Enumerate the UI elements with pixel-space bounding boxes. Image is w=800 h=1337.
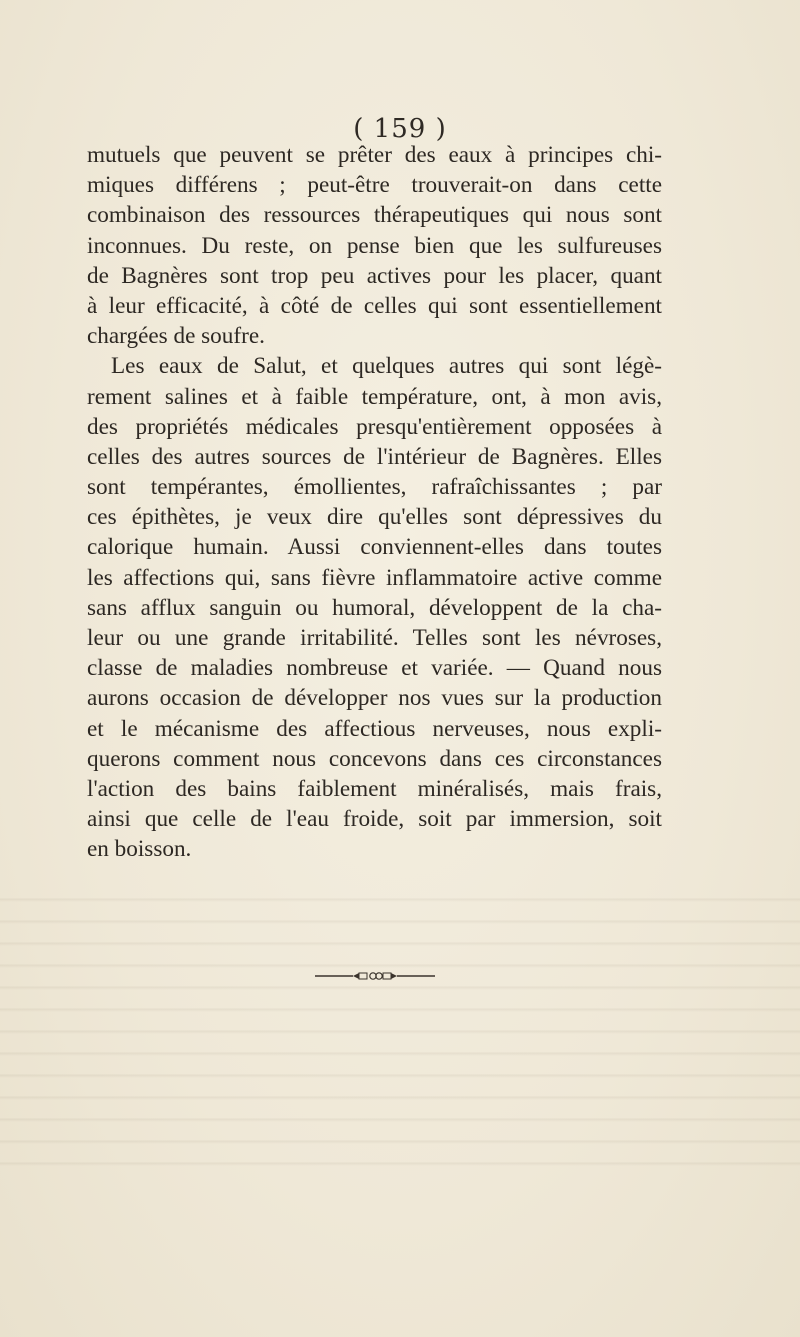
text-line: leur ou une grande irritabilité. Telles sont les névroses, bbox=[87, 625, 662, 651]
text-line: l'action des bains faiblement minéralisés, mais frais, bbox=[87, 775, 662, 802]
text-line: en boisson. bbox=[87, 836, 192, 863]
text-line: des propriétés médicales presqu'entièrement opposées à bbox=[87, 413, 662, 440]
text-line: de Bagnères sont trop peu actives pour les placer, quant bbox=[87, 262, 662, 289]
text-line: rement salines et à faible température, ont, à mon avis, bbox=[87, 383, 662, 410]
text-line: les affections qui, sans fièvre inflammatoire active comme bbox=[87, 564, 662, 591]
text-line: calorique humain. Aussi conviennent-elles dans toutes bbox=[87, 534, 662, 561]
text-line: miques différens ; peut-être trouverait-on dans cette bbox=[87, 172, 662, 199]
text-line: sont tempérantes, émollientes, rafraîchissantes ; par bbox=[87, 474, 662, 501]
text-line: ainsi que celle de l'eau froide, soit par immersion, soit bbox=[87, 806, 662, 833]
text-line: combinaison des ressources thérapeutiques qui nous sont bbox=[87, 202, 662, 229]
text-line: chargées de soufre. bbox=[87, 323, 265, 350]
text-line: querons comment nous concevons dans ces circonstances bbox=[87, 745, 662, 772]
page-number: ( 159 ) bbox=[353, 114, 447, 144]
ornamental-rule-icon bbox=[315, 970, 435, 982]
text-line: à leur efficacité, à côté de celles qui sont essentiellement bbox=[87, 292, 662, 319]
show-through-texture bbox=[0, 880, 800, 1180]
text-line: sans afflux sanguin ou humoral, développent de la cha- bbox=[87, 594, 662, 621]
text-line: et le mécanisme des affectious nerveuses, nous expli- bbox=[87, 715, 662, 742]
text-line: aurons occasion de développer nos vues sur la production bbox=[87, 685, 662, 712]
text-line: inconnues. Du reste, on pense bien que les sulfureuses bbox=[87, 232, 662, 259]
paragraph-2 bbox=[87, 351, 662, 864]
text-line: mutuels que peuvent se prêter des eaux à principes chi- bbox=[87, 142, 662, 168]
body-text bbox=[87, 140, 662, 865]
text-line: ces épithètes, je veux dire qu'elles sont dépressives du bbox=[87, 504, 662, 531]
text-line: classe de maladies nombreuse et variée. — Quand nous bbox=[87, 655, 662, 682]
text-line: Les eaux de Salut, et quelques autres qui sont légè- bbox=[111, 353, 662, 380]
paragraph-1 bbox=[87, 140, 662, 351]
text-line: celles des autres sources de l'intérieur de Bagnères. Elles bbox=[87, 443, 662, 470]
